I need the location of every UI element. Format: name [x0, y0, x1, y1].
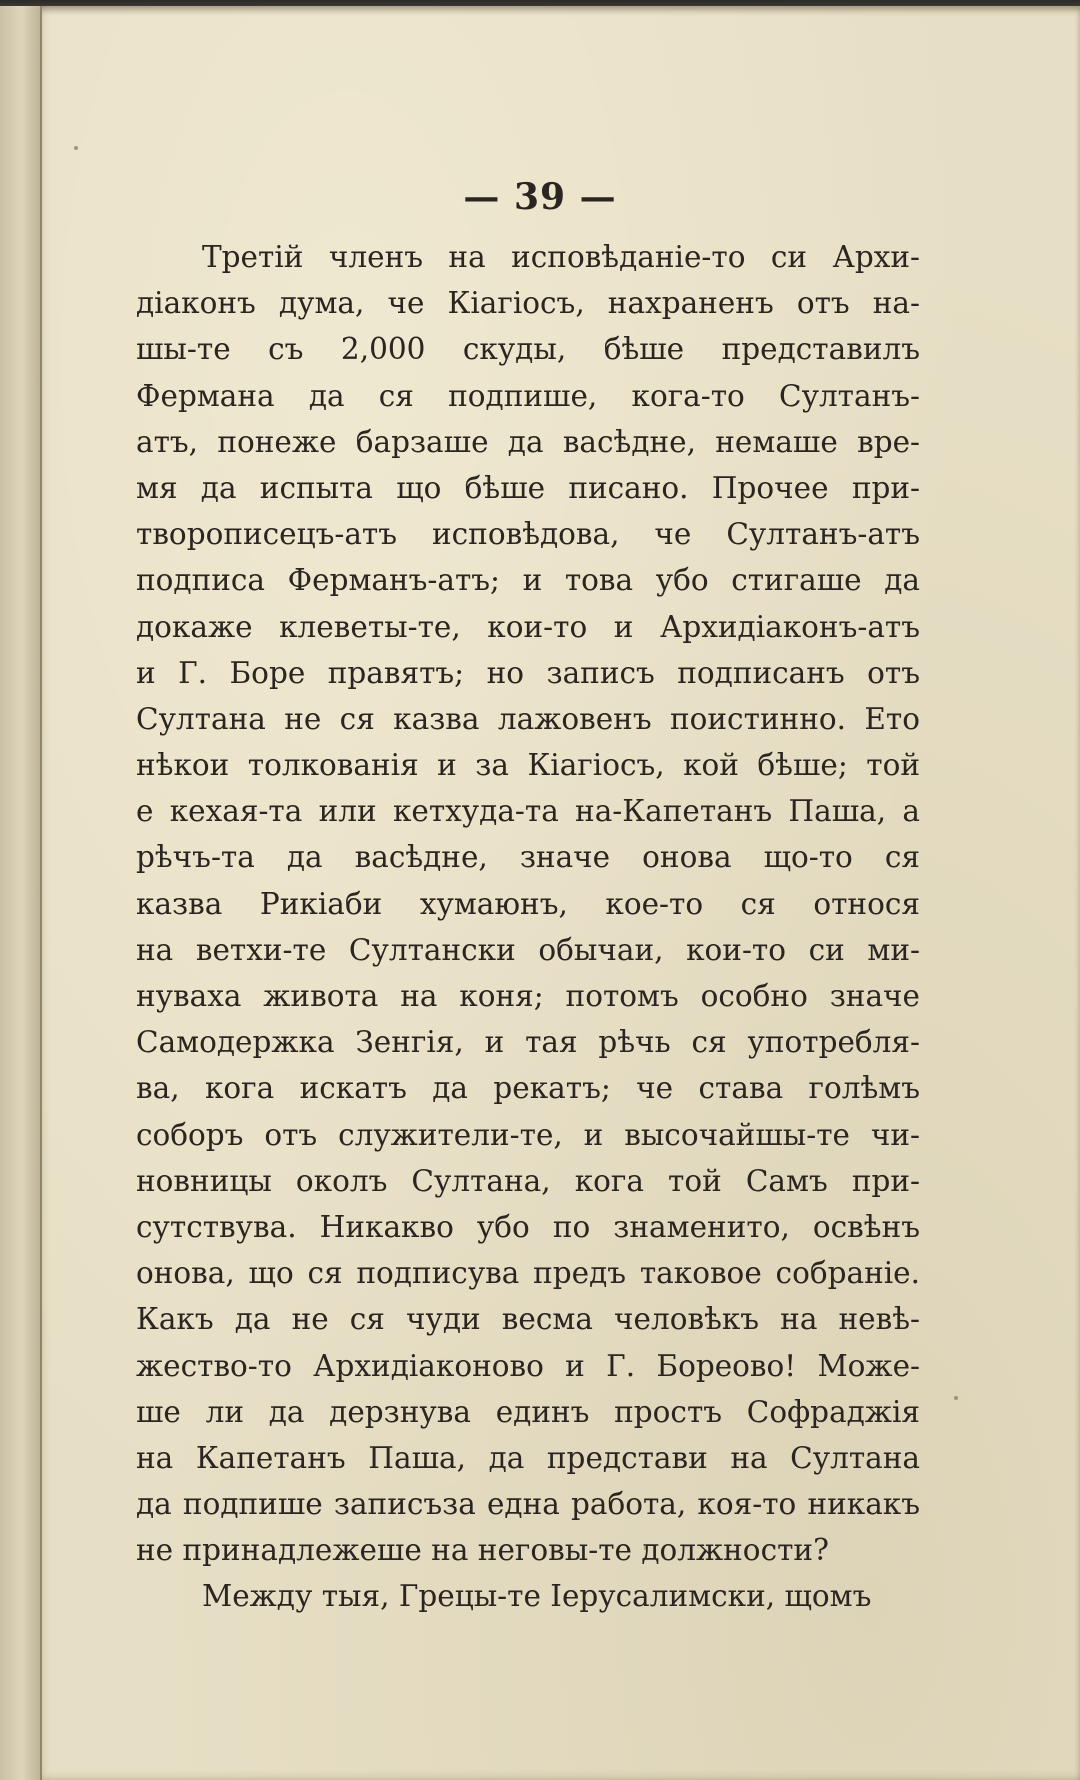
body-text [136, 234, 920, 1620]
text-line: подписа Ферманъ-атъ; и това убо стигаше да [136, 563, 920, 598]
text-line: докаже клеветы-те, кои-то и Архидіаконъ-атъ [136, 609, 920, 644]
text-line: казва Рикіаби хумаюнъ, кое-то ся относя [136, 886, 920, 921]
text-line: соборъ отъ служители-те, и высочайшы-те чи- [136, 1117, 920, 1152]
text-line: е кехая-та или кетхуда-та на-Капетанъ Паша, а [136, 794, 920, 829]
text-line: мя да испыта що бѣше писано. Прочее при- [136, 470, 920, 505]
text-line: шы-те съ 2,000 скуды, бѣше представилъ [136, 332, 920, 367]
text-line: на Капетанъ Паша, да представи на Султана [136, 1440, 920, 1475]
text-line: творописецъ-атъ исповѣдова, че Султанъ-атъ [136, 517, 920, 552]
text-line: и Г. Боре правятъ; но записъ подписанъ отъ [136, 655, 920, 690]
page-gutter [0, 6, 42, 1780]
paper-speck [954, 1396, 958, 1400]
paper-speck [74, 146, 78, 150]
text-line: жество-то Архидіаконово и Г. Бореово! Може- [136, 1348, 920, 1383]
text-line: ва, кога искатъ да рекатъ; че става голѣмъ [136, 1071, 920, 1106]
text-line: Между тыя, Грецы-те Іерусалимски, щомъ [202, 1579, 872, 1614]
text-line: нуваха живота на коня; потомъ особно значе [136, 979, 920, 1013]
page-number: — 39 — [463, 176, 617, 218]
text-line: новницы околъ Султана, кога той Самъ при- [136, 1163, 920, 1198]
text-line: Фермана да ся подпише, кога-то Султанъ- [136, 378, 920, 413]
text-line: Третій членъ на исповѣданіе-то си Архи- [202, 240, 920, 274]
text-line: нѣкои толкованія и за Кіагіосъ, кой бѣше; той [136, 748, 921, 783]
text-line: Какъ да не ся чуди весма человѣкъ на невѣ- [136, 1302, 920, 1337]
text-line: да подпише записъза една работа, коя-то никакъ [136, 1487, 920, 1522]
text-line: ше ли да дерзнува единъ простъ Софраджія [136, 1394, 920, 1429]
text-line: атъ, понеже барзаше да васѣдне, немаше вре- [136, 424, 920, 459]
text-line: онова, що ся подписува предъ таковое собраніе. [136, 1256, 920, 1291]
text-line: сутствува. Никакво убо по знаменито, освѣнъ [136, 1209, 920, 1244]
text-line: діаконъ дума, че Кіагіосъ, нахраненъ отъ на- [136, 286, 920, 321]
text-line: не принадлежеше на неговы-те должности? [136, 1533, 829, 1568]
text-line: Самодержка Зенгія, и тая рѣчь ся употребля- [136, 1025, 920, 1060]
text-line: на ветхи-те Султански обычаи, кои-то си ми- [136, 932, 920, 967]
text-line: Султана не ся казва лажовенъ поистинно. Ето [136, 701, 920, 736]
text-line: рѣчъ-та да васѣдне, значе онова що-то ся [136, 840, 920, 875]
